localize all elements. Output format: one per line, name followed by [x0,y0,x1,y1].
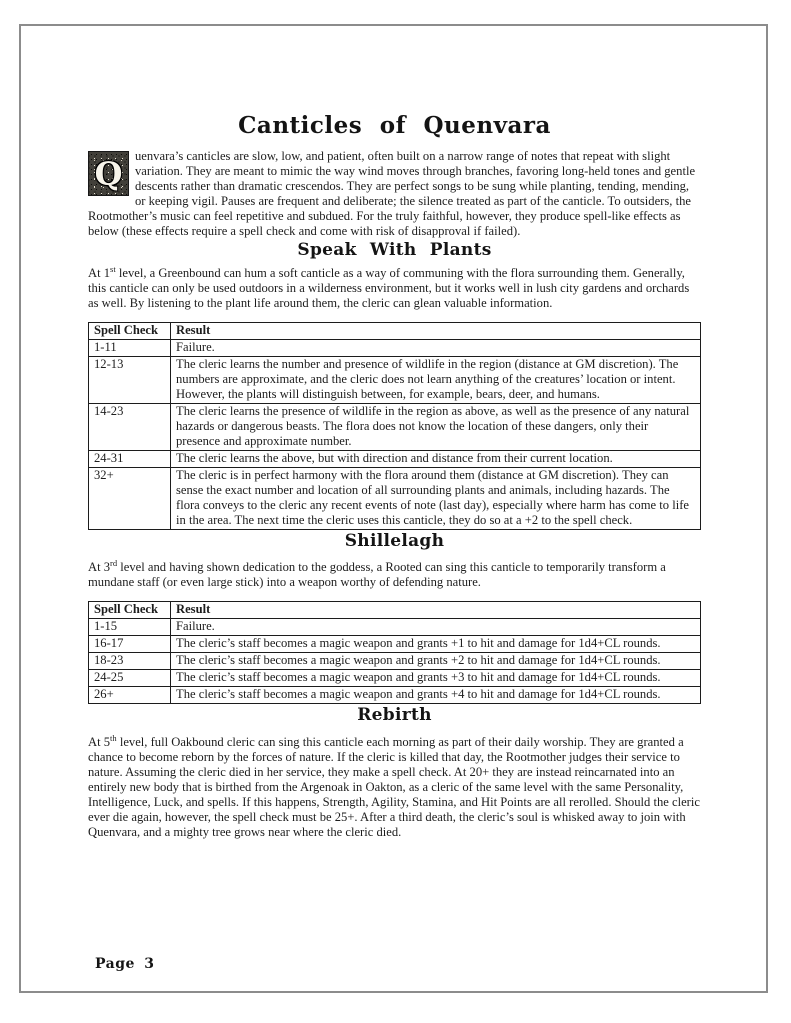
table-row [89,340,701,357]
heading-shillelagh: Shillelagh [344,531,445,551]
rebirth-paragraph-pre: At 5 [88,735,111,749]
heading-rebirth: Rebirth [357,705,432,725]
intro-paragraph [88,149,701,239]
table-cell-result: The cleric is in perfect harmony with the flora around them (distance at GM discretion). They can sense the exact number and location of all surrounding plants and animals, including hazards. The flora conveys to the cleric any recent events of note (last day), especially where harm has come to life in the area. The next time the cleric uses this canticle, they do so at a +2 to the spell check. [171,468,701,530]
table-cell-check: 32+ [89,468,171,530]
table-cell-result: Failure. [171,340,701,357]
table-cell-check: 18-23 [89,653,171,670]
table-row [89,619,701,636]
page-number: Page 3 [95,956,155,972]
shillelagh-spell-check-table [88,601,701,704]
table-row [89,670,701,687]
shillelagh-paragraph [88,557,701,590]
heading-speak-with-plants: Speak With Plants [297,240,492,260]
table-cell-result: The cleric’s staff becomes a magic weapon and grants +1 to hit and damage for 1d4+CL rounds. [171,636,701,653]
table-header-result: Result [171,323,701,340]
table-cell-check: 12-13 [89,357,171,404]
table-cell-result: The cleric learns the above, but with direction and distance from their current location. [171,451,701,468]
speak-ordinal-suffix: st [110,263,116,274]
table-header-spell-check: Spell Check [89,602,171,619]
table-cell-result: The cleric’s staff becomes a magic weapon and grants +3 to hit and damage for 1d4+CL rounds. [171,670,701,687]
table-row [89,451,701,468]
table-cell-check: 26+ [89,687,171,704]
table-cell-check: 14-23 [89,404,171,451]
dropcap-letter: Q [94,154,123,193]
table-cell-check: 24-25 [89,670,171,687]
table-header-result: Result [171,602,701,619]
table-header-spell-check: Spell Check [89,323,171,340]
speak-paragraph-rest: level, a Greenbound can hum a soft canticle as a way of communing with the flora surrounding them. Generally, this canticle can only be used outdoors in a wilderness environment, but it works well in lush city gardens and orchards as well. By listening to the plant life around them, the cleric can glean valuable information. [88,266,690,310]
table-row [89,404,701,451]
shillelagh-paragraph-rest: level and having shown dedication to the goddess, a Rooted can sing this canticle to temporarily transform a mundane staff (or even large stick) into a weapon worthy of defending nature. [88,560,666,589]
table-row [89,653,701,670]
table-cell-check: 1-11 [89,340,171,357]
table-row [89,636,701,653]
table-cell-result: The cleric learns the presence of wildlife in the region as above, as well as the presence of any natural hazards or dangerous beasts. The flora does not know the location of these dangers, only their presence and approximate number. [171,404,701,451]
page-content [88,0,701,840]
table-cell-result: The cleric learns the number and presence of wildlife in the region (distance at GM discretion). The numbers are approximate, and the cleric does not learn anything of the creatures’ location or intent. However, the plants will distinguish between, for example, bears, deer, and humans. [171,357,701,404]
table-row [89,357,701,404]
table-row [89,468,701,530]
page-title: Canticles of Quenvara [238,112,551,139]
shillelagh-ordinal-suffix: rd [110,557,118,568]
table-header-row [89,323,701,340]
rebirth-ordinal-suffix: th [110,732,117,743]
table-row [89,687,701,704]
table-cell-check: 24-31 [89,451,171,468]
table-cell-result: The cleric’s staff becomes a magic weapon and grants +4 to hit and damage for 1d4+CL rounds. [171,687,701,704]
table-header-row [89,602,701,619]
table-cell-check: 16-17 [89,636,171,653]
table-cell-result: The cleric’s staff becomes a magic weapon and grants +2 to hit and damage for 1d4+CL rounds. [171,653,701,670]
illuminated-dropcap [88,151,129,196]
intro-text: uenvara’s canticles are slow, low, and patient, often built on a narrow range of notes that repeat with slight variation. They are meant to mimic the way wind moves through branches, favoring long-held tones and gentle descents rather than dramatic crescendos. They are perfect songs to be sung while planting, tending, mending, or keeping vigil. Pauses are frequent and deliberate; the silence treated as part of the canticle. To outsiders, the Rootmother’s music can feel repetitive and subdued. For the truly faithful, however, they produce spell-like effects as below (these effects require a spell check and come with risk of disapproval if failed). [88,149,696,238]
shillelagh-paragraph-pre: At 3 [88,560,111,574]
speak-paragraph-pre: At 1 [88,266,111,280]
speak-spell-check-table [88,322,701,530]
rebirth-paragraph [88,732,701,840]
speak-paragraph [88,263,701,311]
table-cell-check: 1-15 [89,619,171,636]
table-cell-result: Failure. [171,619,701,636]
rebirth-paragraph-rest: level, full Oakbound cleric can sing this canticle each morning as part of their daily worship. They are granted a chance to become reborn by the forces of nature. If the cleric is killed that day, the Rootmother judges their service to nature. Assuming the cleric died in her service, they make a spell check. At 20+ they are instead reincarnated into an entirely new body that is birthed from the Argenoak in Oakton, as a cleric of the same level with the same Personality, Intelligence, Luck, and spells. If this happens, Strength, Agility, Stamina, and Hit Points are all rerolled. Should the cleric ever die again, however, the spell check must be 25+. After a third death, the cleric’s soul is whisked away to join with Quenvara, and a mighty tree grows near where the cleric died. [88,735,700,839]
